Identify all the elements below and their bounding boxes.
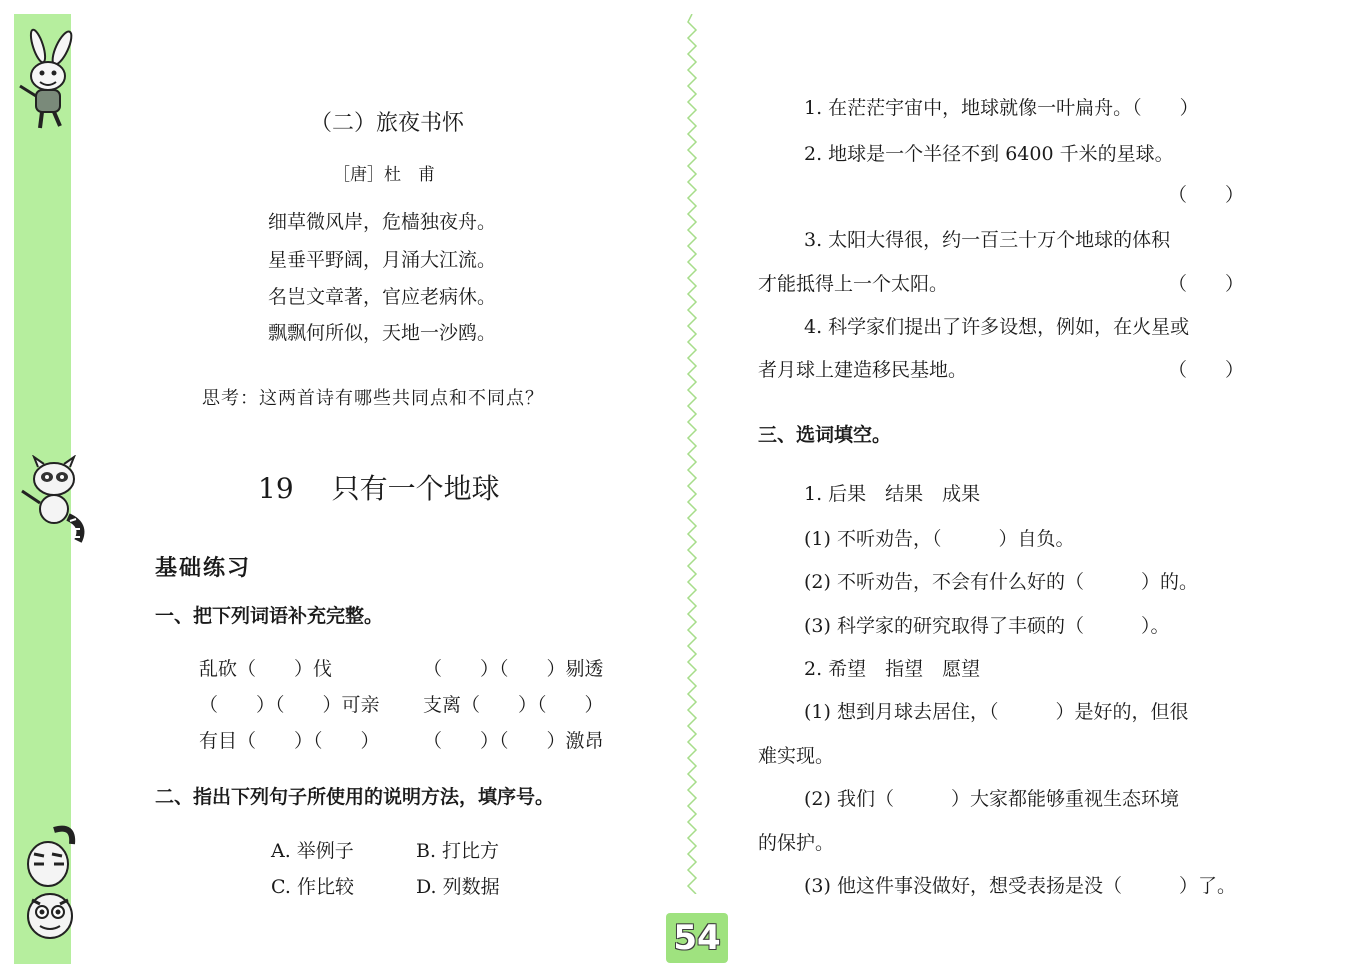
page-gutter-divider xyxy=(684,14,700,894)
page-number-badge xyxy=(666,913,728,963)
poem-line: 飘飘何所似，天地一沙鸥。 xyxy=(268,322,497,344)
lesson-number: 19 xyxy=(258,472,294,505)
q2-item-continued: 才能抵得上一个太阳。 xyxy=(758,273,949,295)
fill-item: (3) 科学家的研究取得了丰硕的（ ）。 xyxy=(804,615,1170,637)
word-blank: 支离（ ）（ ） xyxy=(423,694,604,716)
poem-question: 思考：这两首诗有哪些共同点和不同点？ xyxy=(202,388,544,409)
rabbit-mascot-icon xyxy=(10,28,90,138)
word-group: 1. 后果 结果 成果 xyxy=(804,483,981,505)
word-blank: （ ）（ ）激昂 xyxy=(423,730,604,752)
word-blank: 乱砍（ ）伐 xyxy=(199,658,333,680)
poem-line: 名岂文章著，官应老病休。 xyxy=(268,286,497,308)
section-title: 基础练习 xyxy=(155,556,252,581)
fill-item: (3) 他这件事没做好，想受表扬是没（ ）了。 xyxy=(804,875,1236,897)
q2-item: 3. 太阳大得很，约一百三十万个地球的体积 xyxy=(804,229,1171,251)
fill-item: (1) 想到月球去居住，（ ）是好的，但很 xyxy=(804,701,1189,723)
poem-line: 星垂平野阔，月涌大江流。 xyxy=(268,249,497,271)
word-blank: （ ）（ ）剔透 xyxy=(423,658,604,680)
page-number: 54 xyxy=(673,918,721,958)
lesson-heading xyxy=(258,467,500,507)
fill-item: (2) 不听劝告，不会有什么好的（ ）的。 xyxy=(804,571,1198,593)
q2-heading: 二、指出下列句子所使用的说明方法，填序号。 xyxy=(155,786,555,808)
option: D. 列数据 xyxy=(416,876,500,898)
answer-blank: （ ） xyxy=(1168,184,1245,206)
poem-title: （二）旅夜书怀 xyxy=(310,111,465,136)
q2-item: 4. 科学家们提出了许多设想，例如，在火星或 xyxy=(804,316,1190,338)
word-blank: （ ）（ ）可亲 xyxy=(199,694,380,716)
option: B. 打比方 xyxy=(416,840,500,862)
fill-item-continued: 的保护。 xyxy=(758,832,835,854)
answer-blank: （ ） xyxy=(1168,273,1245,295)
raccoon-mascot-icon xyxy=(12,455,94,550)
q2-item: 1. 在茫茫宇宙中，地球就像一叶扁舟。（ ） xyxy=(804,97,1199,119)
answer-blank: （ ） xyxy=(1168,359,1245,381)
q2-item: 2. 地球是一个半径不到 6400 千米的星球。 xyxy=(804,143,1174,165)
q2-item-continued: 者月球上建造移民基地。 xyxy=(758,359,968,381)
fill-item: (2) 我们（ ）大家都能够重视生态环境 xyxy=(804,788,1179,810)
fill-item-continued: 难实现。 xyxy=(758,745,835,767)
option: A. 举例子 xyxy=(271,840,354,862)
fill-item: (1) 不听劝告，（ ）自负。 xyxy=(804,528,1075,550)
poem-line: 细草微风岸，危樯独夜舟。 xyxy=(268,211,497,233)
q3-heading: 三、选词填空。 xyxy=(758,424,892,446)
word-group: 2. 希望 指望 愿望 xyxy=(804,658,981,680)
word-blank: 有目（ ）（ ） xyxy=(199,730,380,752)
poem-author: ［唐］杜 甫 xyxy=(333,165,435,185)
tiger-mascot-icon xyxy=(14,820,92,960)
option: C. 作比较 xyxy=(271,876,354,898)
lesson-title: 只有一个地球 xyxy=(331,472,500,505)
q1-heading: 一、把下列词语补充完整。 xyxy=(155,605,384,627)
